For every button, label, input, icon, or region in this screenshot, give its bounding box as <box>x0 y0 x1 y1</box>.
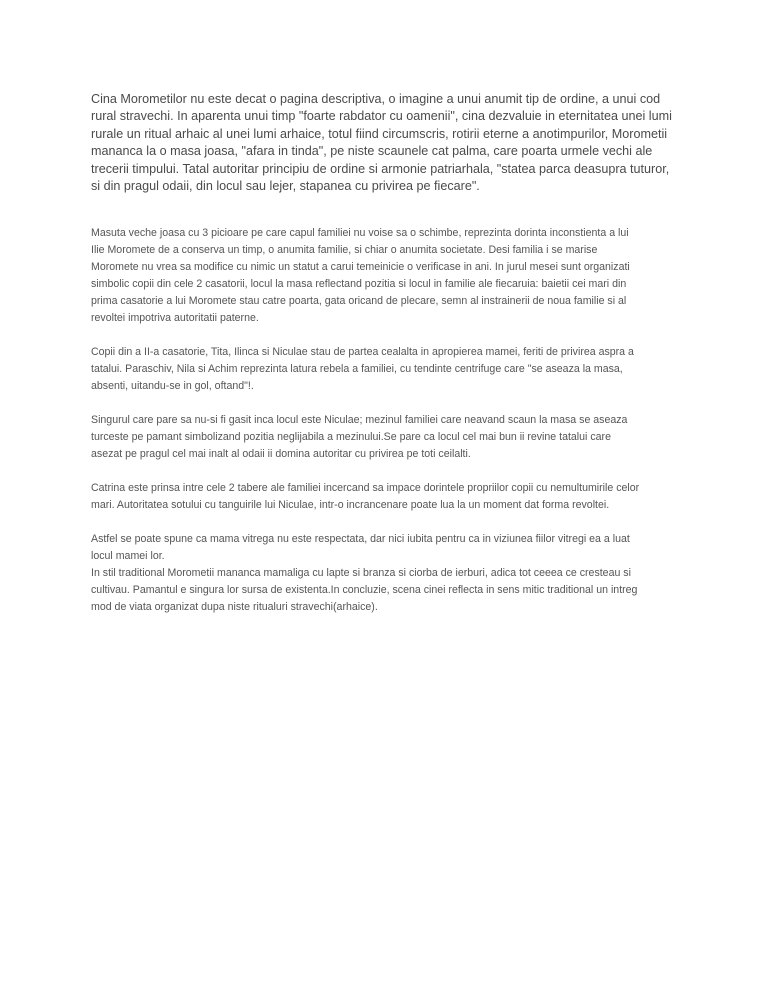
body-paragraph-6: In stil traditional Morometii mananca mamaliga cu lapte si branza si ciorba de ierburi, adica tot ceeea ce cresteau si cultivau. Pamantul e singura lor sursa de existenta.In concluzie, scena cinei reflecta in sens mitic traditional un intreg mod de viata organizat dupa niste ritualuri stravechi(arhaice). <box>91 567 638 614</box>
body-paragraph-5: Astfel se poate spune ca mama vitrega nu este respectata, dar nici iubita pentru ca in viziunea fiilor vitregi ea a luat locul mamei lor. <box>91 533 630 563</box>
body-paragraph-1: Masuta veche joasa cu 3 picioare pe care capul familiei nu voise sa o schimbe, reprezinta dorinta inconstienta a lui Ilie Moromete de a conserva un timp, o anumita familie, si chiar o anumita societate. Desi familia i se marise Moromete nu vrea sa modifice cu nimic un statut a carui temeinicie o verificase in ani. In jurul mesei sunt organizati simbolic copii din cele 2 casatorii, locul la masa reflectand pozitia si locul in familie ale fiecaruia: baietii cei mari din prima casatorie a lui Moromete stau catre poarta, gata oricand de plecare, semn al instrainerii de noua familie si al revoltei impotriva autoritatii paterne. <box>91 227 630 325</box>
body-paragraph-3: Singurul care pare sa nu-si fi gasit inca locul este Niculae; mezinul familiei care neavand scaun la masa se aseaza turceste pe pamant simbolizand pozitia neglijabila a mezinului.Se pare ca locul cel mai bun ii revine tatalui care asezat pe pragul cel mai inalt al odaii ii domina autoritar cu privirea pe toti ceilalti. <box>91 414 628 461</box>
document-page <box>91 91 687 633</box>
body-paragraph-4: Catrina este prinsa intre cele 2 tabere ale familiei incercand sa impace dorintele propriilor copii cu nemultumirile celor mari. Autoritatea sotului cu tanguirile lui Niculae, intr-o incrancenare poate lua la un moment dat forma revoltei. <box>91 482 640 512</box>
body-paragraph-2: Copii din a II-a casatorie, Tita, Ilinca si Niculae stau de partea cealalta in apropierea mamei, feriti de privirea aspra a tatalui. Paraschiv, Nila si Achim reprezinta latura rebela a familiei, cu tendinte centrifuge care "se aseaza la masa, absenti, uitandu-se in gol, oftand"!. <box>91 346 634 393</box>
intro-paragraph: Cina Morometilor nu este decat o pagina descriptiva, o imagine a unui anumit tip de ordine, a unui cod rural stravechi. In aparenta unui timp "foarte rabdator cu oamenii", cina dezvaluie in eternitatea unei lumi rurale un ritual arhaic al unei lumi arhaice, totul fiind circumscris, rotirii eterne a anotimpurilor, Morometii mananca la o masa joasa, "afara in tinda", pe niste scaunele cat palma, care poarta urmele vechi ale trecerii timpului. Tatal autoritar principiu de ordine si armonie patriarhala, "statea parca deasupra tuturor, si din pragul odaii, din locul sau lejer, stapanea cu privirea pe fiecare". <box>91 92 672 194</box>
